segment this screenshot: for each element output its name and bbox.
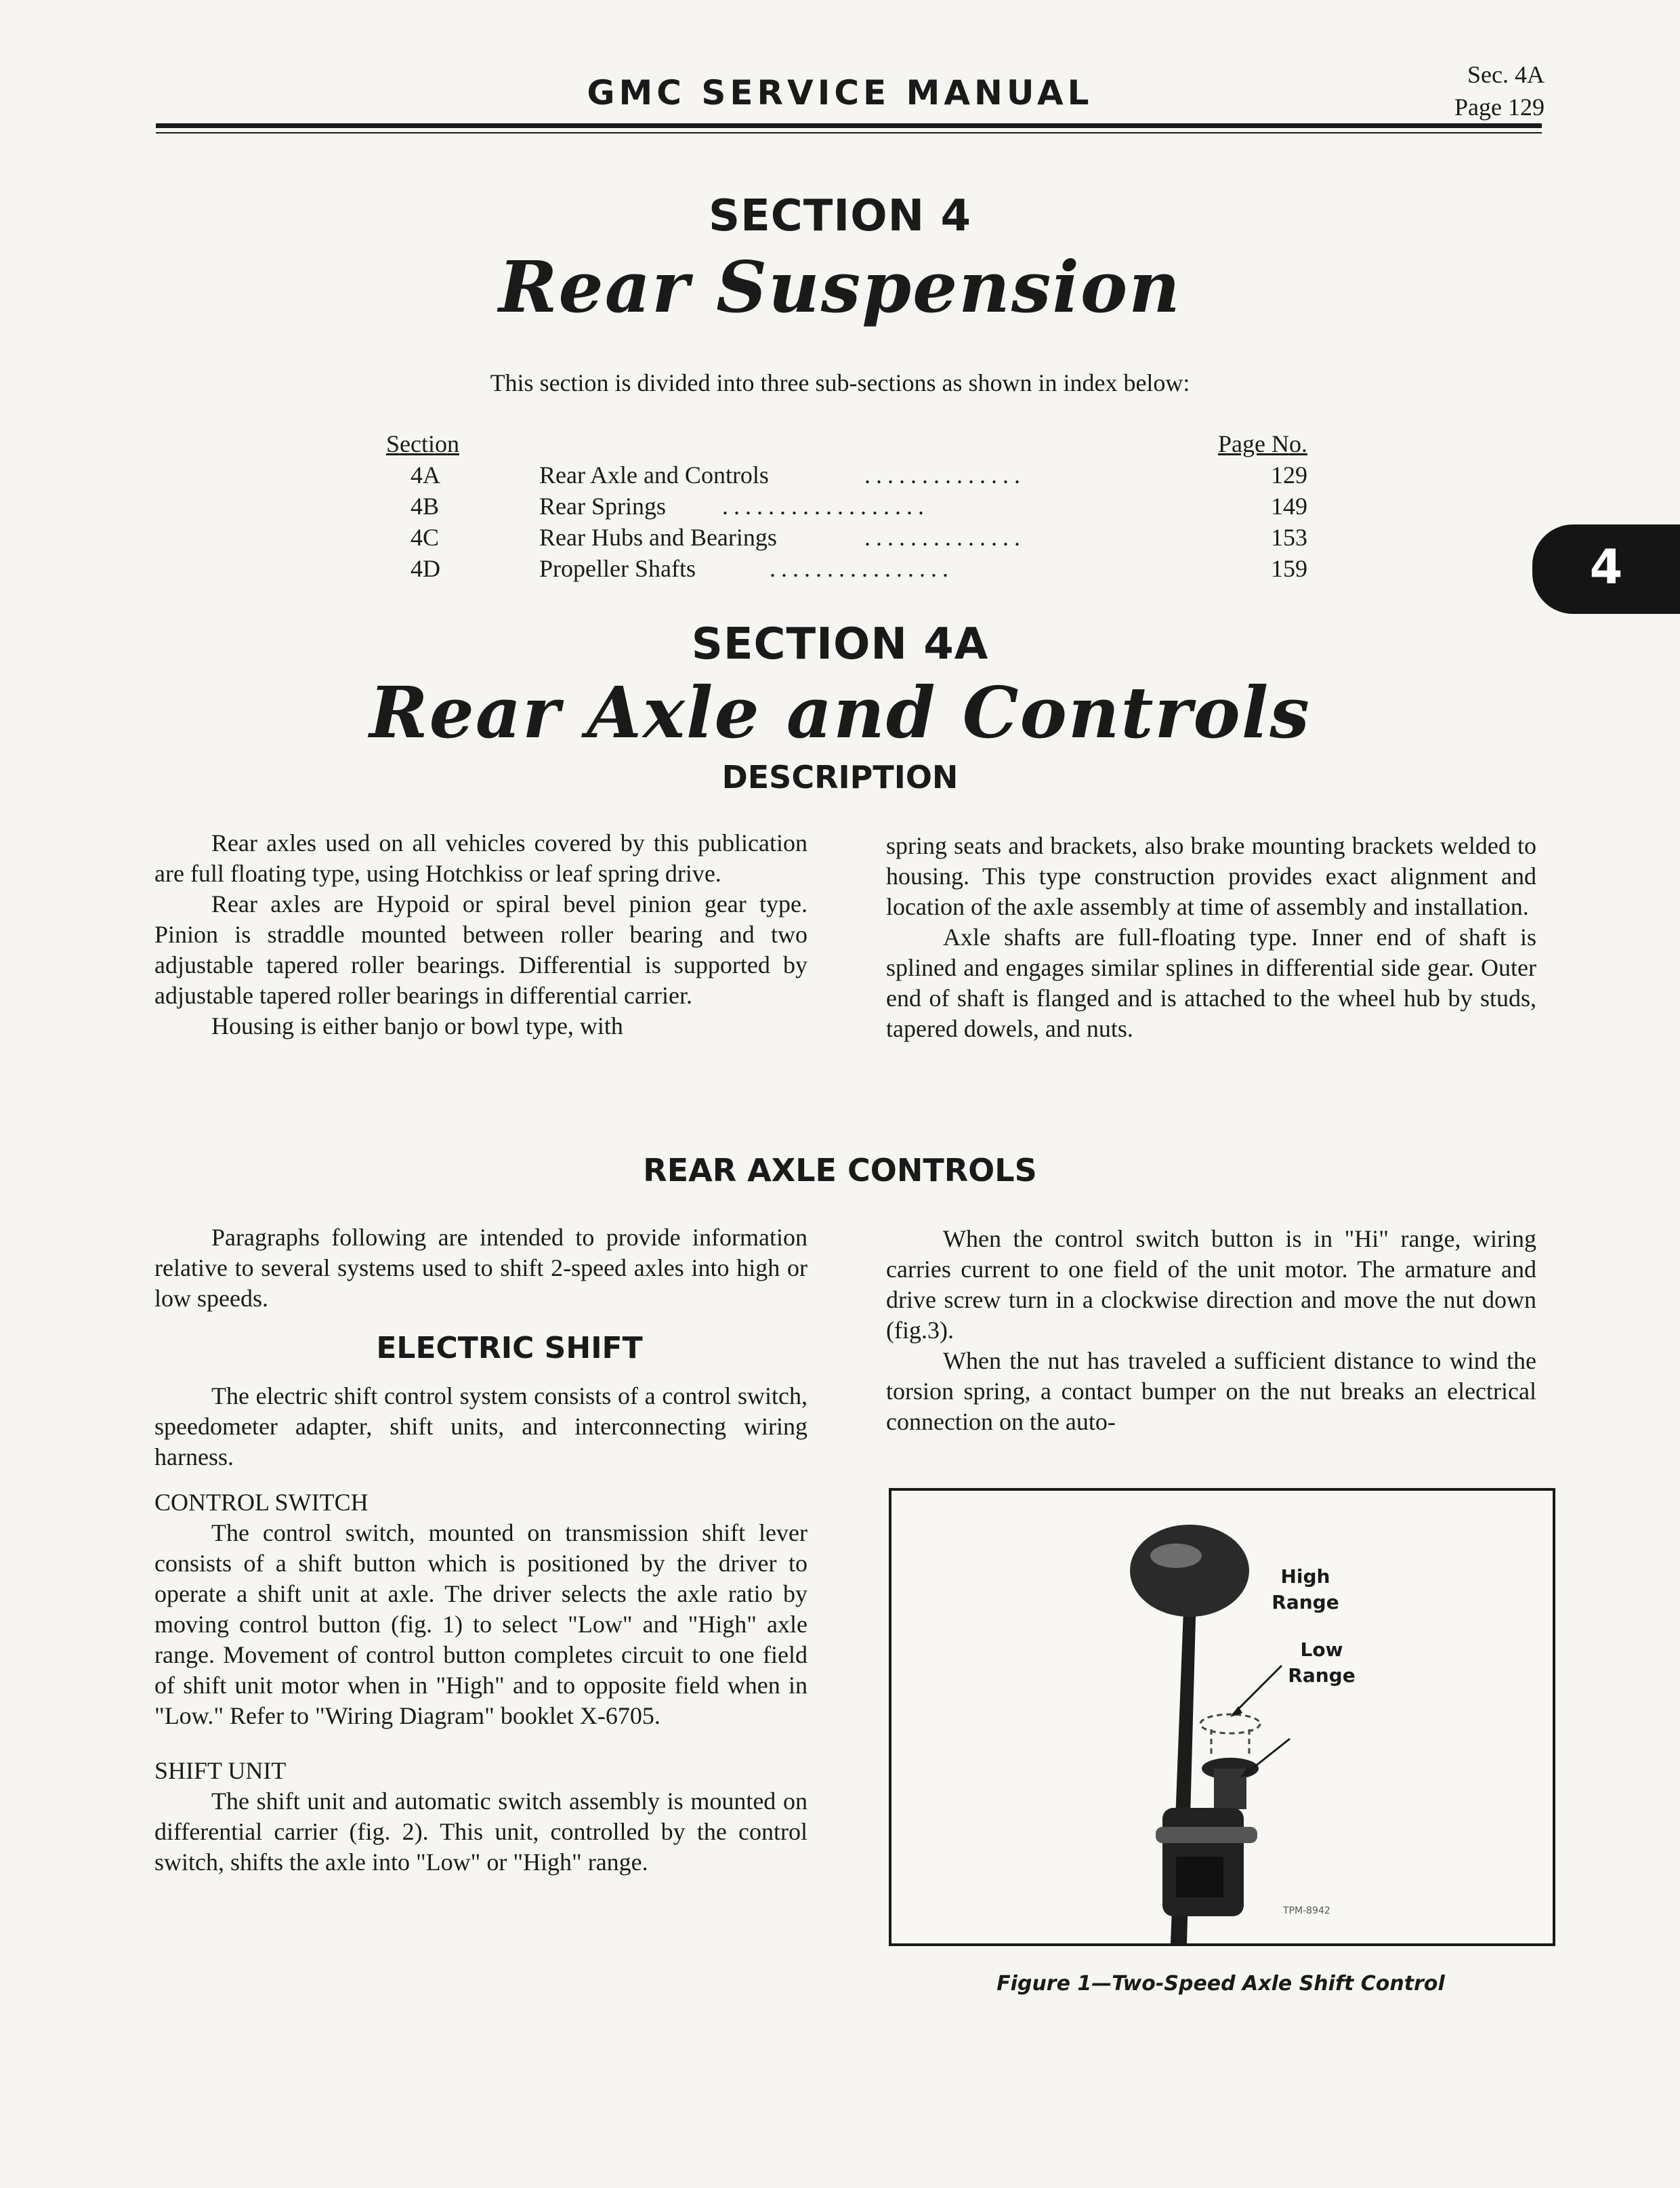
control-switch-paragraph: The control switch, mounted on transmission shift lever consists of a shift button which is positioned by the driver to operate a shift unit at axle. The driver selects the axle ratio by moving control button (fig. 1) to select "Low" and "High" axle range. Movement of control button completes circuit to one field of shift unit motor when in "High" and to opposite field when in "Low." Refer to "Wiring Diagram" booklet X-6705. [154,1519,807,1729]
index-page: 159 [1271,555,1307,582]
index-code: 4D [411,555,440,582]
index-code: 4C [411,524,440,551]
controls-right-paragraph: When the control switch button is in "Hi" range, wiring carries current to one field of the unit motor. The armature and drive screw turn in a clockwise direction and move the nut down (fig.3). [886,1225,1536,1344]
manual-title: GMC SERVICE MANUAL [587,73,1093,112]
index-header-section: Section [386,430,459,457]
section-4-heading: SECTION 4 [708,191,972,241]
index-code: 4A [411,461,440,489]
description-right-column [886,831,1536,1044]
index-name: Rear Springs [539,493,666,520]
description-paragraph: Rear axles used on all vehicles covered by this publication are full floating type, using Hotchkiss or leaf spring drive. [154,829,807,887]
controls-heading: REAR AXLE CONTROLS [643,1152,1037,1189]
index-page: 129 [1271,461,1307,489]
section-4a-title: Rear Axle and Controls [369,671,1311,754]
header-rule-thin [156,132,1542,133]
index-page: 149 [1271,493,1307,520]
section-index [386,428,1307,584]
description-paragraph: Housing is either banjo or bowl type, with [211,1012,623,1039]
controls-right-paragraph: When the nut has traveled a sufficient distance to wind the torsion spring, a contact bumper on the nut breaks an electrical connection on the auto- [886,1347,1536,1435]
page-reference [1454,58,1545,123]
index-name: Propeller Shafts [539,555,696,582]
high-range-label: High Range [1272,1565,1339,1613]
index-row-4b [386,491,1307,522]
description-paragraph: spring seats and brackets, also brake mounting brackets welded to housing. This type construction provides exact alignment and location of the axle assembly at time of assembly and installation. [886,832,1536,920]
index-page: 153 [1271,524,1307,551]
controls-right-column [886,1224,1536,1437]
page-number: Page 129 [1454,94,1545,121]
index-row-4a [386,459,1307,491]
shift-lever-illustration [891,1491,1553,1943]
section-thumb-tab [1532,524,1680,614]
description-paragraph: Axle shafts are full-floating type. Inner end of shaft is splined and engages similar splines in differential side gear. Outer end of shaft is flanged and is attached to the wheel hub by studs, tapered dowels, and nuts. [886,924,1536,1042]
description-left-column [154,828,807,1041]
index-name: Rear Hubs and Bearings [539,524,777,551]
index-leader: ................ [770,555,954,582]
figure-1-caption: Figure 1—Two-Speed Axle Shift Control [996,1972,1445,1996]
section-4a-heading: SECTION 4A [691,619,989,669]
index-row-4d [386,553,1307,584]
controls-left-column [154,1222,807,1878]
shift-unit-paragraph: The shift unit and automatic switch assembly is mounted on differential carrier (fig. 2). This unit, controlled by the control switch, shifts the axle into "Low" or "High" range. [154,1788,807,1876]
low-range-label: Low Range [1288,1638,1356,1687]
electric-shift-paragraph: The electric shift control system consists of a control switch, speedometer adapter, shift units, and interconnecting wiring harness. [154,1382,807,1470]
figure-code: TPM-8942 [1283,1905,1330,1916]
index-name: Rear Axle and Controls [539,461,769,489]
control-switch-heading: CONTROL SWITCH [154,1489,369,1516]
index-header-page: Page No. [1218,430,1307,457]
description-paragraph: Rear axles are Hypoid or spiral bevel pinion gear type. Pinion is straddle mounted between roller bearing and two adjustable tapered roller bearings. Differential is supported by adjustable tapered roller bearings in differential carrier. [154,890,807,1009]
electric-shift-heading: ELECTRIC SHIFT [376,1331,643,1365]
index-row-4c [386,522,1307,553]
index-leader: .................. [722,493,929,520]
section-4-intro: This section is divided into three sub-sections as shown in index below: [490,369,1190,396]
section-4-title: Rear Suspension [499,245,1181,329]
index-leader: .............. [864,461,1026,489]
header-rule-thick [156,123,1542,128]
section-thumb-tab-label: 4 [1589,539,1623,595]
figure-1 [889,1488,1555,1946]
section-number: Sec. 4A [1467,61,1545,88]
controls-intro: Paragraphs following are intended to provide information relative to several systems used to shift 2-speed axles into high or low speeds. [154,1224,807,1312]
description-heading: DESCRIPTION [721,759,959,796]
index-code: 4B [411,493,440,520]
shift-unit-heading: SHIFT UNIT [154,1757,287,1784]
index-leader: .............. [864,524,1026,551]
